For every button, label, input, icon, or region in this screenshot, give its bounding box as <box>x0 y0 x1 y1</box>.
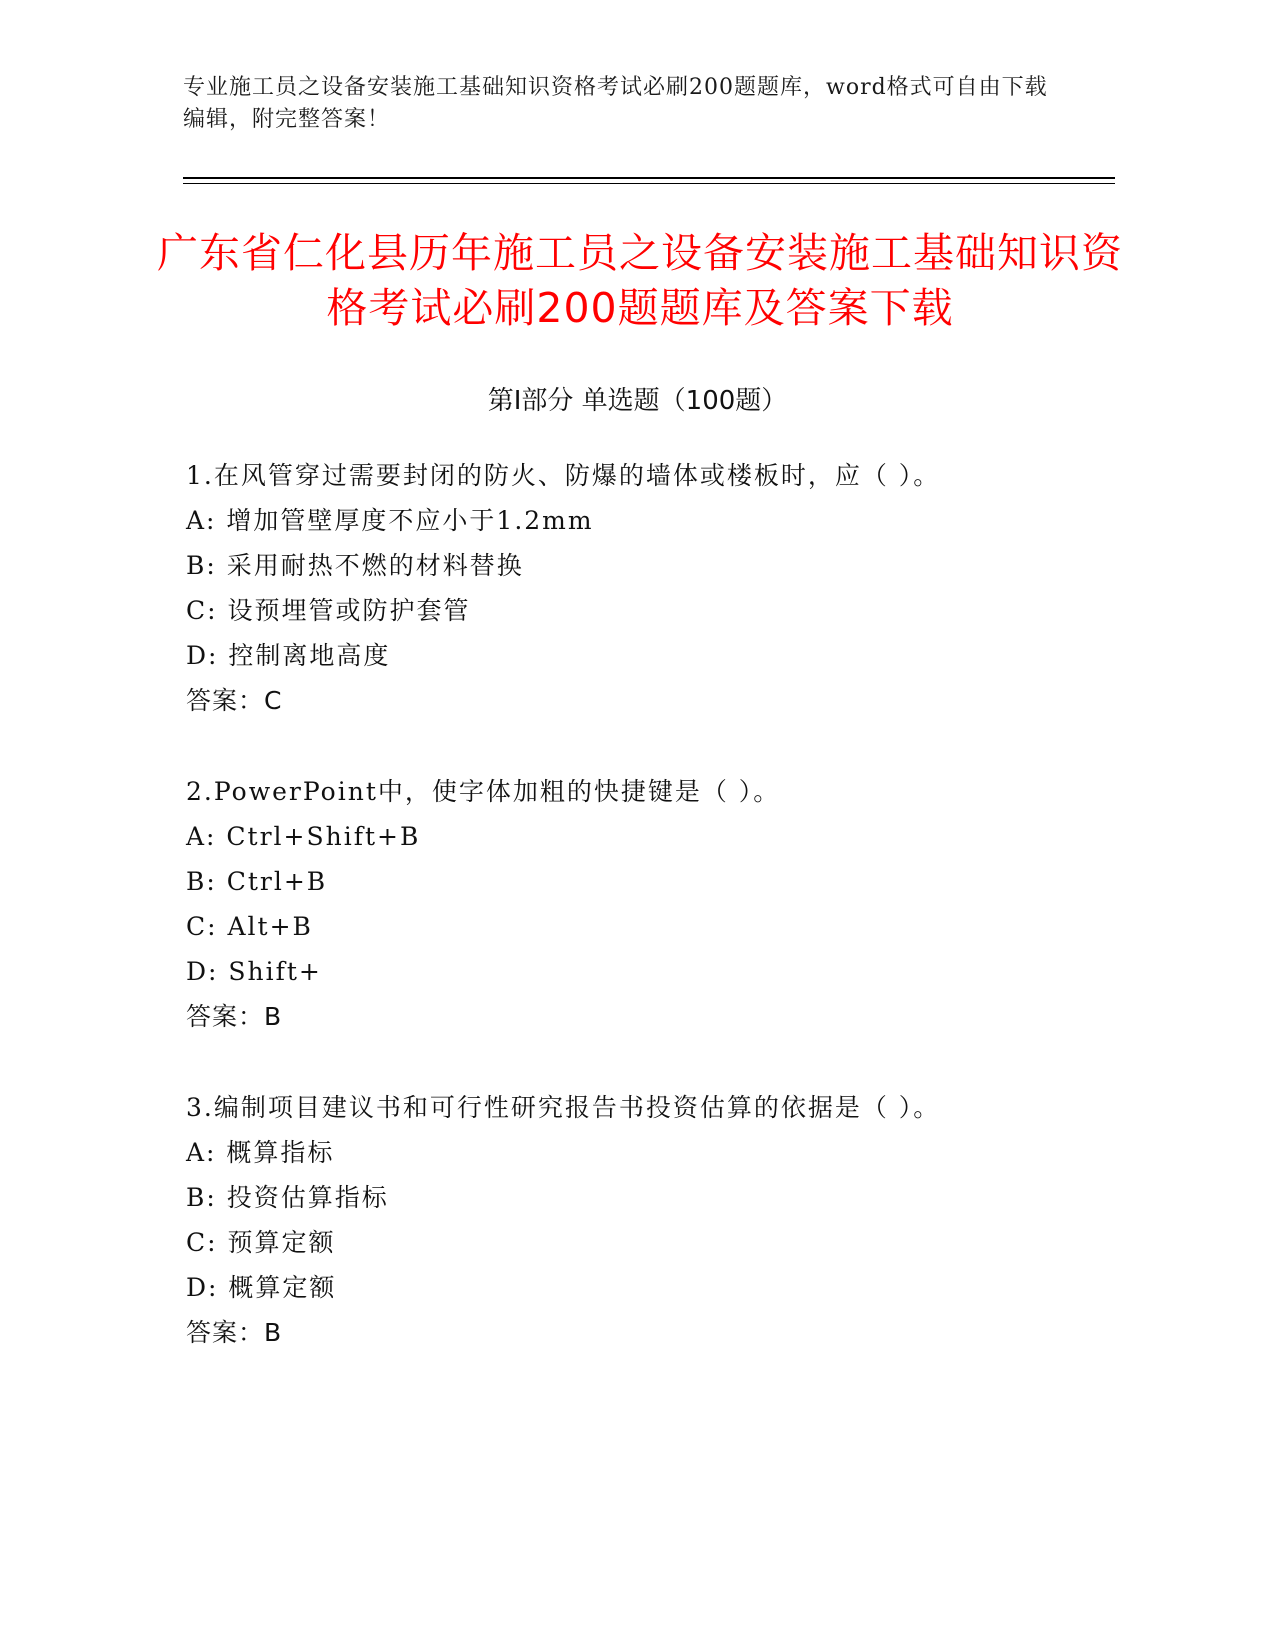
answer: 答案：B <box>186 1318 283 1347</box>
option-c: C: 预算定额 <box>186 1228 336 1257</box>
option-d: D: Shift+ <box>186 957 322 986</box>
option-b: B: 采用耐热不燃的材料替换 <box>186 551 524 580</box>
option-a: A: Ctrl+Shift+B <box>186 822 421 851</box>
header-divider-thick <box>183 177 1115 179</box>
option-d: D: 控制离地高度 <box>186 641 391 670</box>
section-title: 第I部分 单选题（100题） <box>487 386 788 416</box>
option-c: C: Alt+B <box>186 912 313 941</box>
option-b: B: Ctrl+B <box>186 867 328 896</box>
answer: 答案：C <box>186 686 283 715</box>
option-b: B: 投资估算指标 <box>186 1183 389 1212</box>
header-note: 专业施工员之设备安装施工基础知识资格考试必刷200题题库，word格式可自由下载编辑，附完整答案！ <box>183 75 1048 132</box>
question-2 <box>186 769 1086 1039</box>
question-3 <box>186 1085 1086 1355</box>
header-divider-thin <box>183 183 1115 184</box>
option-a: A: 增加管壁厚度不应小于1.2mm <box>186 506 594 535</box>
question-1 <box>186 453 1086 723</box>
option-d: D: 概算定额 <box>186 1273 337 1302</box>
answer: 答案：B <box>186 1002 283 1031</box>
option-c: C: 设预埋管或防护套管 <box>186 596 471 625</box>
document-title: 广东省仁化县历年施工员之设备安装施工基础知识资格考试必刷200题题库及答案下载 <box>157 229 1123 332</box>
question-stem: 1.在风管穿过需要封闭的防火、防爆的墙体或楼板时，应（ ）。 <box>186 461 941 490</box>
question-stem: 2.PowerPoint中，使字体加粗的快捷键是（ ）。 <box>186 777 781 806</box>
question-stem: 3.编制项目建议书和可行性研究报告书投资估算的依据是（ ）。 <box>186 1093 941 1122</box>
option-a: A: 概算指标 <box>186 1138 335 1167</box>
